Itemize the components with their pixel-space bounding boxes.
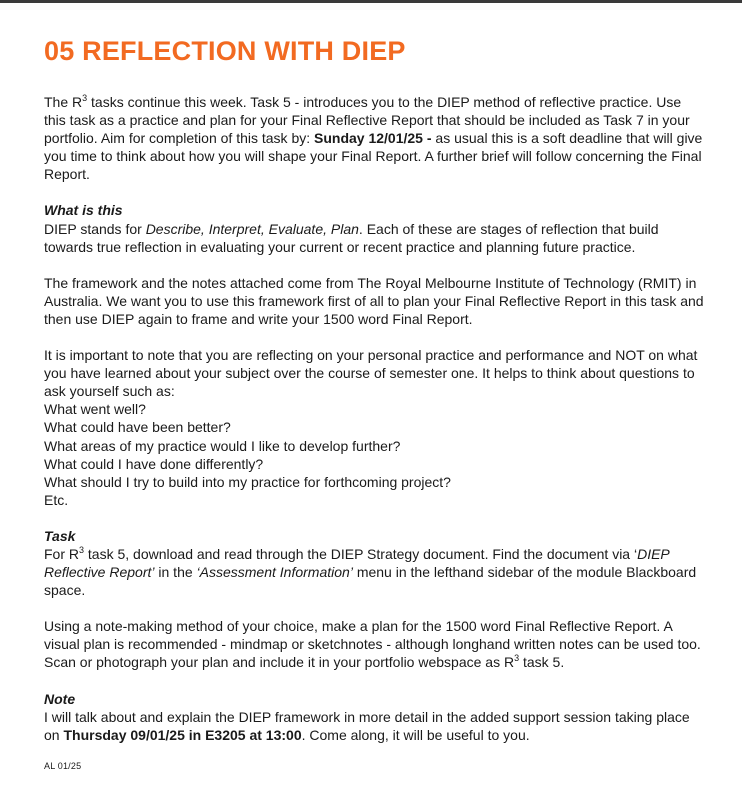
- question-item: What could have been better?: [44, 419, 231, 436]
- superscript-3: 3: [79, 544, 85, 555]
- footer-code: AL 01/25: [44, 760, 82, 771]
- body-text: I will talk about and explain the DIEP framework in more detail in the added support session taking place on: [44, 708, 690, 743]
- section-heading: Note: [44, 690, 76, 707]
- intro-text: tasks continue this week. Task 5 - introduces you to the DIEP method of reflective practice. Use this task as a practice and plan for your Final Reflective Report that should be included as Task 7 in your portfolio. Aim for completion of this task by:: [44, 94, 690, 147]
- question-item: Etc.: [44, 491, 69, 508]
- session-details: Thursday 09/01/25 in E3205 at 13:00: [63, 726, 302, 743]
- body-text: task 5, download and read through the DIEP Strategy document. Find the document via ‘: [84, 545, 638, 562]
- document-page: [44, 36, 704, 771]
- document-name: DIEP Reflective Report’: [44, 545, 670, 581]
- deadline-date: Sunday 12/01/25 -: [314, 130, 436, 147]
- important-section: [44, 346, 704, 509]
- superscript-3: 3: [82, 93, 88, 103]
- question-item: What could I have done differently?: [44, 455, 264, 472]
- menu-name: ‘Assessment Information’: [196, 564, 353, 581]
- body-text: DIEP stands for: [44, 220, 146, 237]
- question-item: What went well?: [44, 401, 146, 418]
- note-section: [44, 690, 704, 744]
- top-border: [0, 0, 742, 3]
- diep-stages: Describe, Interpret, Evaluate, Plan: [145, 220, 359, 237]
- body-text: task 5.: [519, 654, 565, 671]
- body-text: It is important to note that you are reflecting on your personal practice and performance and NOT on what you have learned about your subject over the course of semester one. It helps to think about questions to ask yourself such as:: [44, 347, 698, 400]
- body-text: Using a note-making method of your choice, make a plan for the 1500 word Final Reflective Report. A visual plan is recommended - mindmap or sketchnotes - although longhand written notes can be used too. Scan or photograph your plan and include it in your portfolio webspace as R: [44, 618, 701, 671]
- body-text: . Come along, it will be useful to you.: [301, 726, 530, 743]
- what-is-this-section: [44, 201, 704, 255]
- body-text: For R: [44, 545, 79, 562]
- question-item: What should I try to build into my practice for forthcoming project?: [44, 473, 451, 490]
- body-text: in the: [154, 564, 197, 581]
- body-text: The framework and the notes attached come from The Royal Melbourne Institute of Technology (RMIT) in Australia. We want you to use this framework first of all to plan your Final Reflective Report in this task and then use DIEP again to frame and write your 1500 word Final Report.: [44, 274, 704, 327]
- task-section: [44, 527, 704, 599]
- question-item: What areas of my practice would I like to develop further?: [44, 437, 401, 454]
- framework-paragraph: [44, 274, 704, 328]
- section-heading: What is this: [44, 202, 123, 219]
- page-title: 05 REFLECTION WITH DIEP: [44, 36, 406, 66]
- body-text: menu in the lefthand sidebar of the module Blackboard space.: [44, 564, 697, 599]
- note-making-paragraph: [44, 617, 704, 671]
- intro-text: The R: [44, 94, 83, 110]
- body-text: . Each of these are stages of reflection that build towards true reflection in evaluating your current or recent practice and planning future practice.: [44, 220, 659, 255]
- intro-paragraph: [44, 93, 704, 183]
- intro-text: as usual this is a soft deadline that will give you time to think about how you will shape your Final Report. A further brief will follow concerning the Final Report.: [44, 130, 703, 183]
- superscript-3: 3: [514, 653, 520, 664]
- section-heading: Task: [44, 527, 76, 544]
